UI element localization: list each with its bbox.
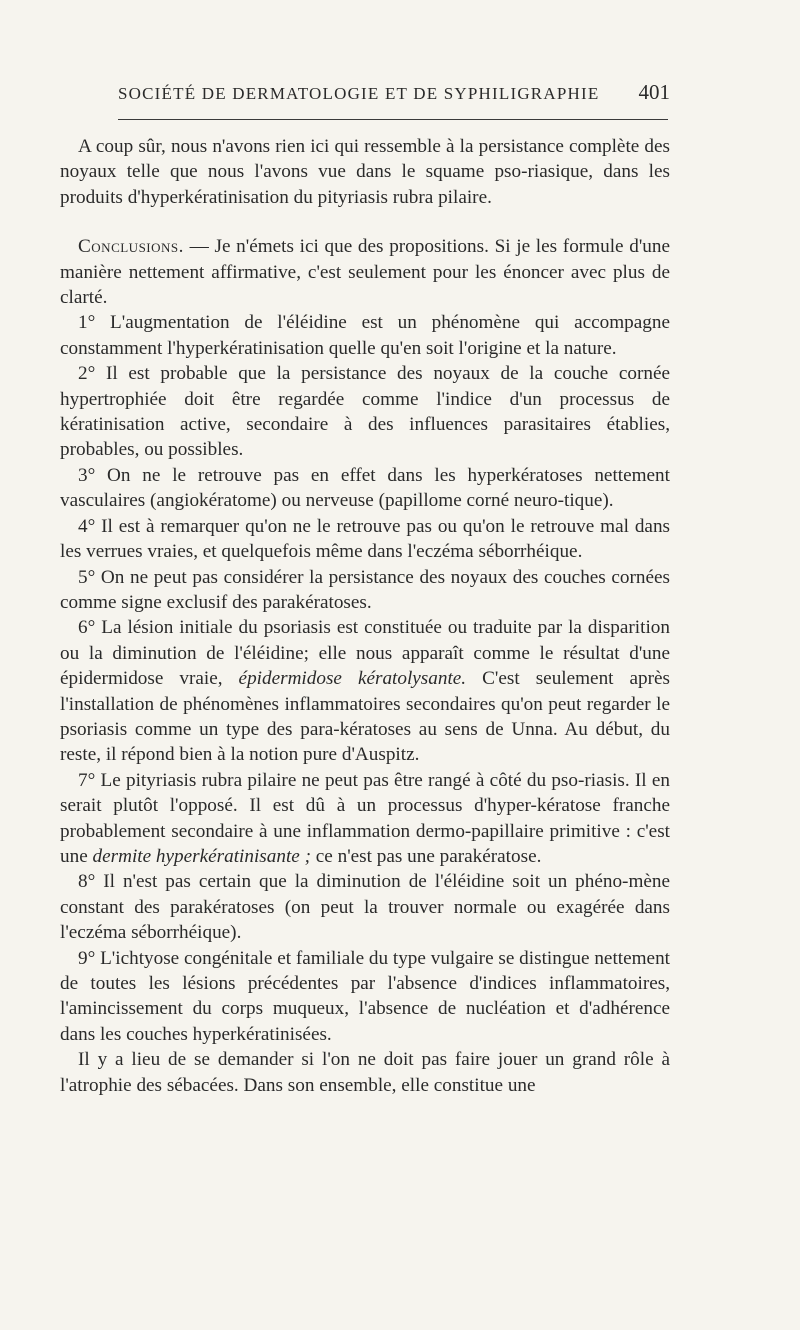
header-rule xyxy=(118,119,668,120)
conclusion-item-1: 1° L'augmentation de l'éléidine est un phénomène qui accompagne constamment l'hyperkératinisation quelle qu'en soit l'origine et la nature. xyxy=(60,312,670,359)
closing-paragraph: Il y a lieu de se demander si l'on ne doit pas faire jouer un grand rôle à l'atrophie des sébacées. Dans son ensemble, elle constitue une xyxy=(60,1049,670,1096)
item-7-text-a: 7° Le pityriasis rubra pilaire ne peut pas être rangé à côté du pso-riasis. Il en serait plutôt l'opposé. Il est dû à un processus d'hyper-kératose franche probablement secondaire à une inflammation dermo-papillaire primitive : c'est une xyxy=(60,769,670,867)
conclusion-item-8: 8° Il n'est pas certain que la diminution de l'éléidine soit un phéno-mène constant des parakératoses (on peut la trouver normale ou exagérée dans l'eczéma séborrhéique). xyxy=(60,871,670,944)
conclusion-item-2: 2° Il est probable que la persistance des noyaux de la couche cornée hypertrophiée doit être regardée comme l'indice d'un processus de kératinisation active, secondaire à des influences parasitaires établies, probables, ou possibles. xyxy=(60,363,670,461)
conclusion-item-6 xyxy=(60,615,670,767)
conclusions-intro: — Je n'émets ici que des propositions. Si je les formule d'une manière nettement affirmative, c'est seulement pour les énoncer avec plus de clarté. xyxy=(60,236,670,309)
conclusion-item-7 xyxy=(60,768,670,870)
item-6-text-a: 6° La lésion initiale du psoriasis est constituée ou traduite par la disparition ou la diminution de l'éléidine; elle nous apparaît comme le résultat d'une épidermidose vraie, xyxy=(60,617,670,690)
item-6-text-b: C'est seulement après l'installation de phénomènes inflammatoires secondaires qu'on peut regarder le psoriasis comme un type des para-kératoses au sens de Unna. Au début, du reste, il répond bien à la notion pure d'Auspitz. xyxy=(60,668,670,766)
body-text xyxy=(60,134,670,1098)
paragraph-opening: A coup sûr, nous n'avons rien ici qui ressemble à la persistance complète des noyaux telle que nous l'avons vue dans le squame pso-riasique, dans les produits d'hyperkératinisation du pityriasis rubra pilaire. xyxy=(60,136,670,208)
conclusion-item-4: 4° Il est à remarquer qu'on ne le retrouve pas ou qu'on le retrouve mal dans les verrues vraies, et quelquefois même dans l'eczéma séborrhéique. xyxy=(60,515,670,563)
running-title: SOCIÉTÉ DE DERMATOLOGIE ET DE SYPHILIGRAPHIE xyxy=(118,84,600,103)
item-6-italic-term: épidermidose kératolysante. xyxy=(238,668,467,690)
conclusion-item-5: 5° On ne peut pas considérer la persistance des noyaux des couches cornées comme signe exclusif des parakératoses. xyxy=(60,566,670,613)
running-header xyxy=(118,76,670,106)
paragraph-conclusions xyxy=(60,234,670,310)
conclusion-item-9: 9° L'ichtyose congénitale et familiale du type vulgaire se distingue nettement de toutes les lésions précédentes par l'absence d'indices inflammatoires, l'amincissement du corps muqueux, l'absence de nucléation et d'adhérence dans les couches hyperkératinisées. xyxy=(60,947,670,1045)
item-7-text-b: ce n'est pas une parakératose. xyxy=(310,845,542,867)
conclusion-item-3: 3° On ne le retrouve pas en effet dans les hyperkératoses nettement vasculaires (angiokératome) ou nerveuse (papillome corné neuro-tique). xyxy=(60,464,670,512)
page-number: 401 xyxy=(638,80,670,104)
section-lead-conclusions: Conclusions. xyxy=(78,236,184,258)
item-7-italic-term: dermite hyperkératinisante ; xyxy=(92,845,311,867)
